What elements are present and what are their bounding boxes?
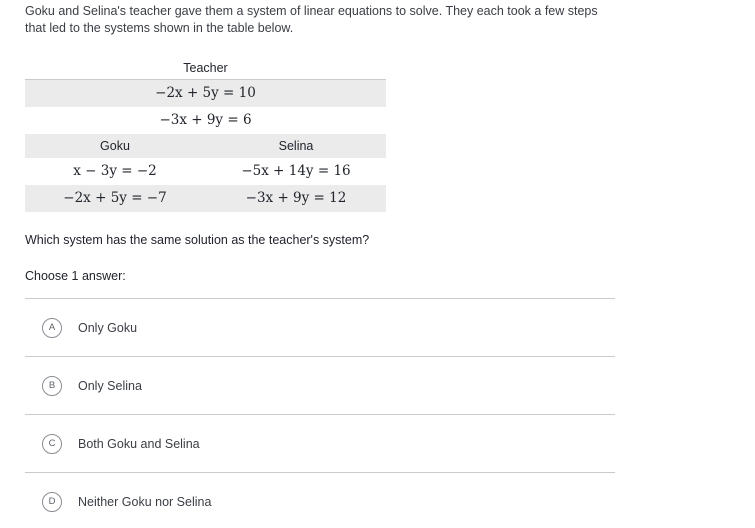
choice-b-label: Only Selina — [78, 378, 142, 393]
student-equation-row-2 — [25, 185, 386, 212]
choice-d[interactable] — [25, 472, 615, 528]
question-text: Which system has the same solution as the teacher's system? — [25, 233, 370, 247]
answer-choices — [25, 298, 615, 528]
choice-b-letter-icon: B — [42, 376, 62, 396]
choice-c-label: Both Goku and Selina — [78, 436, 200, 451]
selina-equation-2: −3x + 9y = 12 — [245, 190, 347, 206]
student-equation-row-1 — [25, 158, 386, 185]
goku-header: Goku — [100, 139, 130, 153]
choice-a-letter-icon: A — [42, 318, 62, 338]
goku-equation-2: −2x + 5y = −7 — [63, 190, 167, 206]
choice-a-label: Only Goku — [78, 320, 138, 335]
choice-b[interactable] — [25, 356, 615, 414]
choice-a[interactable] — [25, 298, 615, 356]
choice-c[interactable] — [25, 414, 615, 472]
choose-label: Choose 1 answer: — [25, 269, 126, 283]
choice-d-label: Neither Goku nor Selina — [78, 494, 212, 509]
selina-header: Selina — [278, 139, 314, 153]
teacher-header: Teacher — [25, 58, 386, 80]
student-header-row — [25, 134, 386, 158]
goku-equation-1: x − 3y = −2 — [73, 163, 157, 179]
systems-table — [25, 58, 386, 212]
selina-equation-1: −5x + 14y = 16 — [241, 163, 351, 179]
teacher-equation-2: −3x + 9y = 6 — [159, 112, 252, 128]
problem-intro: Goku and Selina's teacher gave them a system of linear equations to solve. They each took a few steps that led to the systems shown in the table below. — [25, 4, 598, 35]
teacher-equation-1: −2x + 5y = 10 — [25, 80, 386, 107]
choice-d-letter-icon: D — [42, 492, 62, 512]
choice-c-letter-icon: C — [42, 434, 62, 454]
